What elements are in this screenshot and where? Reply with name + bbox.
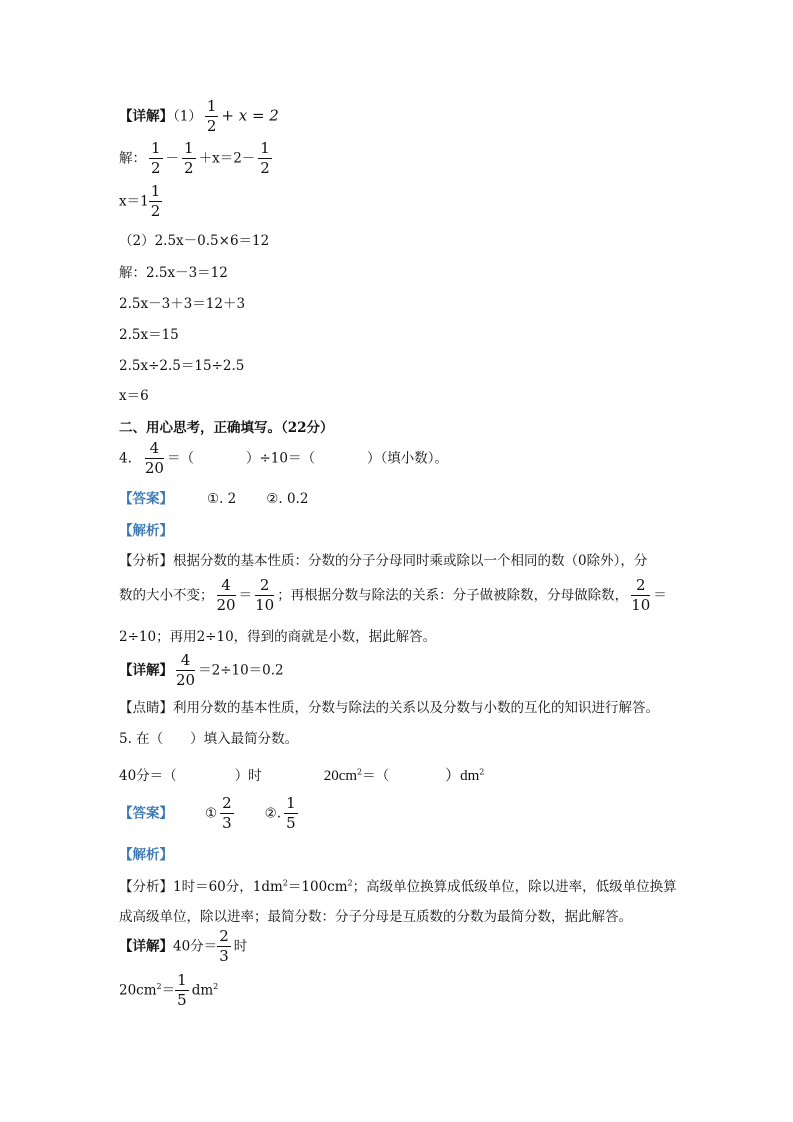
superscript: 2 [213, 981, 219, 991]
text: 数的大小不变； [119, 587, 214, 604]
fraction: $\frac{4}{20}$ [176, 651, 196, 690]
text: ＝2÷10＝0.2 [198, 662, 284, 679]
detail-tag: 【详解】 [119, 938, 173, 955]
text: ＝ [238, 587, 253, 604]
q5-analysis-line2: 成高级单位，除以进率；最简分数：分子分母是互质数的分数为最简分数，据此解答。 [119, 909, 632, 925]
fraction: $\frac{2}{10}$ [255, 576, 275, 615]
fraction: $\frac{1}{2}$ [150, 182, 161, 221]
q5-line [119, 764, 484, 785]
solution-line: 2.5x－3＋3＝12＋3 [119, 296, 246, 312]
analysis-tag: 【解析】 [119, 523, 173, 539]
solution-line: 2.5x＝15 [119, 327, 179, 343]
question-text: ＝（ [166, 450, 194, 467]
solution-line: x＝6 [119, 388, 149, 404]
text: ＝100cm [287, 879, 348, 895]
question-text: ）÷10＝（ [245, 450, 315, 467]
solution-line: 2.5x÷2.5＝15÷2.5 [119, 358, 245, 374]
text: ① [205, 805, 218, 822]
fraction: $\frac{4}{20}$ [144, 439, 164, 478]
text: 20cm [119, 982, 157, 999]
text: ）dm [445, 768, 480, 784]
text: 时 [233, 938, 248, 955]
solution-line: 解：2.5x－3＝12 [119, 265, 228, 281]
solution-line: （2）2.5x－0.5×6＝12 [119, 233, 270, 249]
text: dm [191, 982, 214, 999]
fraction: $\frac{1}{2}$ [206, 97, 217, 136]
fraction: $\frac{1}{5}$ [286, 794, 296, 833]
q4-line [119, 440, 448, 478]
section-heading: 二、用心思考，正确填写。（22分） [119, 420, 334, 436]
answer-tag: 【答案】 [119, 805, 173, 822]
equation-text: ＋x＝2－ [198, 150, 256, 167]
fraction: $\frac{4}{20}$ [216, 576, 236, 615]
p2-line [119, 140, 275, 178]
superscript: 2 [347, 878, 353, 888]
q4-analysis-line1: 【分析】根据分数的基本性质：分数的分子分母同时乘或除以一个相同的数（0除外），分 [119, 553, 648, 569]
text: ；高级单位换算成低级单位，除以进率，低级单位换算 [352, 879, 677, 895]
text: 20cm [323, 768, 358, 784]
text: ＝（ [362, 768, 390, 784]
detail-tag: 【详解】 [119, 108, 173, 125]
text: ；再根据分数与除法的关系：分子做被除数，分母做除数， [277, 587, 629, 604]
p1-line [119, 98, 279, 136]
q4-analysis-line3: 2÷10；再用2÷10，得到的商就是小数，据此解答。 [119, 629, 437, 645]
q4-detail [119, 652, 284, 690]
superscript: 2 [357, 767, 363, 777]
q5-analysis-line1 [119, 875, 677, 895]
q4-analysis-line2 [119, 577, 667, 615]
fraction: $\frac{1}{2}$ [184, 139, 194, 178]
text: ＝ [161, 982, 176, 999]
superscript: 2 [156, 981, 162, 991]
equation-text: + x = 2 [221, 106, 279, 125]
q4-answer [119, 487, 308, 507]
text: ）时 [234, 768, 262, 784]
fraction: $\frac{2}{3}$ [219, 927, 229, 966]
question-text: ）（填小数）。 [366, 450, 448, 467]
question-number: 4. [119, 450, 132, 467]
solve-prefix: 解： [119, 150, 146, 167]
superscript: 2 [479, 767, 485, 777]
minus-sign: － [165, 150, 180, 167]
p3-line [119, 183, 165, 221]
q4-tip: 【点睛】利用分数的基本性质，分数与除法的关系以及分数与小数的互化的知识进行解答。 [119, 700, 659, 716]
detail-tag: 【详解】 [119, 662, 173, 679]
fraction: $\frac{2}{10}$ [631, 576, 651, 615]
text: 【分析】1时＝60分，1dm [119, 879, 283, 895]
superscript: 2 [282, 878, 288, 888]
q5-answer [119, 795, 301, 833]
fraction: $\frac{2}{3}$ [222, 794, 232, 833]
q5-title: 5. 在（ ）填入最简分数。 [119, 731, 299, 747]
q5-detail [119, 928, 247, 966]
fraction: $\frac{1}{2}$ [260, 139, 270, 178]
analysis-tag: 【解析】 [119, 847, 173, 863]
sub-number: （1） [173, 108, 202, 125]
equation-text: x＝1 [119, 193, 149, 210]
text: 40分＝ [173, 938, 218, 955]
text: 40分＝（ [119, 768, 177, 784]
text: ②. [264, 805, 282, 822]
answer-2: ②. 0.2 [266, 491, 309, 507]
fraction: $\frac{1}{5}$ [177, 971, 187, 1010]
q5-last [119, 972, 218, 1010]
answer-1: ①. 2 [207, 491, 237, 507]
text: ＝ [653, 587, 667, 604]
answer-tag: 【答案】 [119, 491, 173, 507]
fraction: $\frac{1}{2}$ [151, 139, 161, 178]
